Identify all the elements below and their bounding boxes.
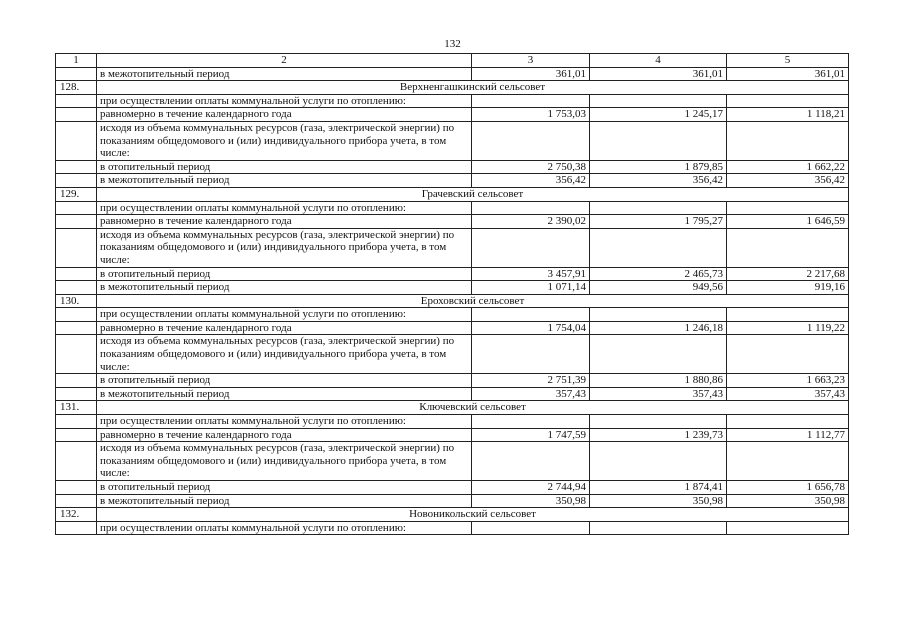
- section-title: Ключевский сельсовет: [97, 401, 849, 415]
- value-col5: 356,42: [727, 174, 849, 188]
- index-cell: [56, 494, 97, 508]
- header-cell: 3: [472, 54, 590, 68]
- value-col4: 1 246,18: [590, 321, 727, 335]
- value-col3: 1 747,59: [472, 428, 590, 442]
- row-label: в межотопительный период: [97, 281, 472, 295]
- value-col5: [727, 335, 849, 374]
- value-col3: 2 390,02: [472, 215, 590, 229]
- row-label: равномерно в течение календарного года: [97, 321, 472, 335]
- row-label: исходя из объема коммунальных ресурсов (газа, электрической энергии) по показаниям общедомового и (или) индивидуального прибора учета, в том числе:: [97, 442, 472, 481]
- header-cell: 5: [727, 54, 849, 68]
- value-col3: 1 071,14: [472, 281, 590, 295]
- value-col4: 357,43: [590, 387, 727, 401]
- value-col4: 949,56: [590, 281, 727, 295]
- section-row: [56, 294, 849, 308]
- value-col3: 2 750,38: [472, 160, 590, 174]
- value-col4: [590, 228, 727, 267]
- index-cell: [56, 335, 97, 374]
- note-row: [56, 228, 849, 267]
- row-label: при осуществлении оплаты коммунальной услуги по отоплению:: [97, 201, 472, 215]
- value-col5: [727, 521, 849, 535]
- header-row: [56, 54, 849, 68]
- value-col5: [727, 228, 849, 267]
- section-title: Грачевский сельсовет: [97, 187, 849, 201]
- value-col4: [590, 335, 727, 374]
- row-label: при осуществлении оплаты коммунальной услуги по отоплению:: [97, 94, 472, 108]
- value-col3: 350,98: [472, 494, 590, 508]
- note-row: [56, 442, 849, 481]
- value-col5: 1 662,22: [727, 160, 849, 174]
- value-col5: 1 663,23: [727, 374, 849, 388]
- index-cell: [56, 521, 97, 535]
- row-label: исходя из объема коммунальных ресурсов (газа, электрической энергии) по показаниям общедомового и (или) индивидуального прибора учета, в том числе:: [97, 228, 472, 267]
- value-col3: 1 754,04: [472, 321, 590, 335]
- index-cell: [56, 387, 97, 401]
- value-col4: 1 874,41: [590, 481, 727, 495]
- value-col4: 1 879,85: [590, 160, 727, 174]
- index-cell: [56, 174, 97, 188]
- index-cell: [56, 94, 97, 108]
- section-row: [56, 187, 849, 201]
- value-col5: [727, 121, 849, 160]
- value-col3: [472, 415, 590, 429]
- label-row: [56, 415, 849, 429]
- index-cell: [56, 121, 97, 160]
- value-col4: [590, 521, 727, 535]
- value-col5: [727, 201, 849, 215]
- row-label: в межотопительный период: [97, 174, 472, 188]
- value-col3: [472, 228, 590, 267]
- header-cell: 4: [590, 54, 727, 68]
- index-cell: [56, 281, 97, 295]
- index-cell: [56, 428, 97, 442]
- value-col3: 356,42: [472, 174, 590, 188]
- data-row: [56, 267, 849, 281]
- row-label: в отопительный период: [97, 267, 472, 281]
- index-cell: [56, 215, 97, 229]
- section-number: 132.: [56, 508, 97, 522]
- section-row: [56, 81, 849, 95]
- section-title: Верхненгашкинский сельсовет: [97, 81, 849, 95]
- row-label: в отопительный период: [97, 374, 472, 388]
- index-cell: [56, 108, 97, 122]
- header-cell: 1: [56, 54, 97, 68]
- index-cell: [56, 201, 97, 215]
- index-cell: [56, 481, 97, 495]
- value-col3: [472, 308, 590, 322]
- index-cell: [56, 67, 97, 81]
- page-number: 132: [444, 38, 461, 50]
- data-row: [56, 387, 849, 401]
- tariff-table: [55, 53, 849, 535]
- row-label: исходя из объема коммунальных ресурсов (газа, электрической энергии) по показаниям общедомового и (или) индивидуального прибора учета, в том числе:: [97, 335, 472, 374]
- row-label: в отопительный период: [97, 160, 472, 174]
- value-col4: 356,42: [590, 174, 727, 188]
- value-col4: 1 239,73: [590, 428, 727, 442]
- row-label: при осуществлении оплаты коммунальной услуги по отоплению:: [97, 415, 472, 429]
- section-number: 129.: [56, 187, 97, 201]
- value-col5: 357,43: [727, 387, 849, 401]
- value-col3: 1 753,03: [472, 108, 590, 122]
- value-col4: 1 245,17: [590, 108, 727, 122]
- index-cell: [56, 267, 97, 281]
- data-row: [56, 174, 849, 188]
- row-label: равномерно в течение календарного года: [97, 428, 472, 442]
- section-number: 131.: [56, 401, 97, 415]
- value-col5: 361,01: [727, 67, 849, 81]
- row-label: в отопительный период: [97, 481, 472, 495]
- value-col3: 3 457,91: [472, 267, 590, 281]
- data-row: [56, 281, 849, 295]
- label-row: [56, 94, 849, 108]
- value-col4: [590, 94, 727, 108]
- data-row: [56, 494, 849, 508]
- index-cell: [56, 160, 97, 174]
- data-row: [56, 374, 849, 388]
- data-row: [56, 428, 849, 442]
- data-row: [56, 481, 849, 495]
- value-col4: 350,98: [590, 494, 727, 508]
- section-title: Новоникольский сельсовет: [97, 508, 849, 522]
- value-col4: [590, 308, 727, 322]
- value-col4: 361,01: [590, 67, 727, 81]
- index-cell: [56, 415, 97, 429]
- value-col5: 1 656,78: [727, 481, 849, 495]
- value-col3: 2 751,39: [472, 374, 590, 388]
- value-col4: 1 795,27: [590, 215, 727, 229]
- table-body: [56, 54, 849, 535]
- header-cell: 2: [97, 54, 472, 68]
- row-label: равномерно в течение календарного года: [97, 108, 472, 122]
- index-cell: [56, 308, 97, 322]
- value-col5: 919,16: [727, 281, 849, 295]
- note-row: [56, 121, 849, 160]
- value-col3: [472, 335, 590, 374]
- row-label: в межотопительный период: [97, 67, 472, 81]
- row-label: при осуществлении оплаты коммунальной услуги по отоплению:: [97, 521, 472, 535]
- index-cell: [56, 228, 97, 267]
- label-row: [56, 521, 849, 535]
- value-col5: 1 119,22: [727, 321, 849, 335]
- value-col3: [472, 121, 590, 160]
- value-col3: [472, 94, 590, 108]
- data-row: [56, 215, 849, 229]
- row-label: в межотопительный период: [97, 387, 472, 401]
- value-col4: 2 465,73: [590, 267, 727, 281]
- value-col3: 361,01: [472, 67, 590, 81]
- note-row: [56, 335, 849, 374]
- section-number: 128.: [56, 81, 97, 95]
- value-col3: [472, 201, 590, 215]
- value-col5: [727, 308, 849, 322]
- value-col5: 1 118,21: [727, 108, 849, 122]
- value-col4: [590, 442, 727, 481]
- value-col5: [727, 415, 849, 429]
- data-row: [56, 321, 849, 335]
- row-label: исходя из объема коммунальных ресурсов (газа, электрической энергии) по показаниям общедомового и (или) индивидуального прибора учета, в том числе:: [97, 121, 472, 160]
- label-row: [56, 201, 849, 215]
- index-cell: [56, 321, 97, 335]
- value-col5: 1 112,77: [727, 428, 849, 442]
- value-col5: [727, 442, 849, 481]
- value-col5: 350,98: [727, 494, 849, 508]
- value-col5: 1 646,59: [727, 215, 849, 229]
- section-number: 130.: [56, 294, 97, 308]
- value-col5: 2 217,68: [727, 267, 849, 281]
- value-col4: [590, 121, 727, 160]
- value-col5: [727, 94, 849, 108]
- value-col4: [590, 201, 727, 215]
- data-row: [56, 67, 849, 81]
- value-col3: 357,43: [472, 387, 590, 401]
- index-cell: [56, 374, 97, 388]
- data-row: [56, 108, 849, 122]
- value-col3: [472, 442, 590, 481]
- label-row: [56, 308, 849, 322]
- data-row: [56, 160, 849, 174]
- row-label: в межотопительный период: [97, 494, 472, 508]
- value-col4: [590, 415, 727, 429]
- section-title: Ероховский сельсовет: [97, 294, 849, 308]
- value-col3: [472, 521, 590, 535]
- index-cell: [56, 442, 97, 481]
- section-row: [56, 508, 849, 522]
- section-row: [56, 401, 849, 415]
- value-col3: 2 744,94: [472, 481, 590, 495]
- value-col4: 1 880,86: [590, 374, 727, 388]
- row-label: равномерно в течение календарного года: [97, 215, 472, 229]
- row-label: при осуществлении оплаты коммунальной услуги по отоплению:: [97, 308, 472, 322]
